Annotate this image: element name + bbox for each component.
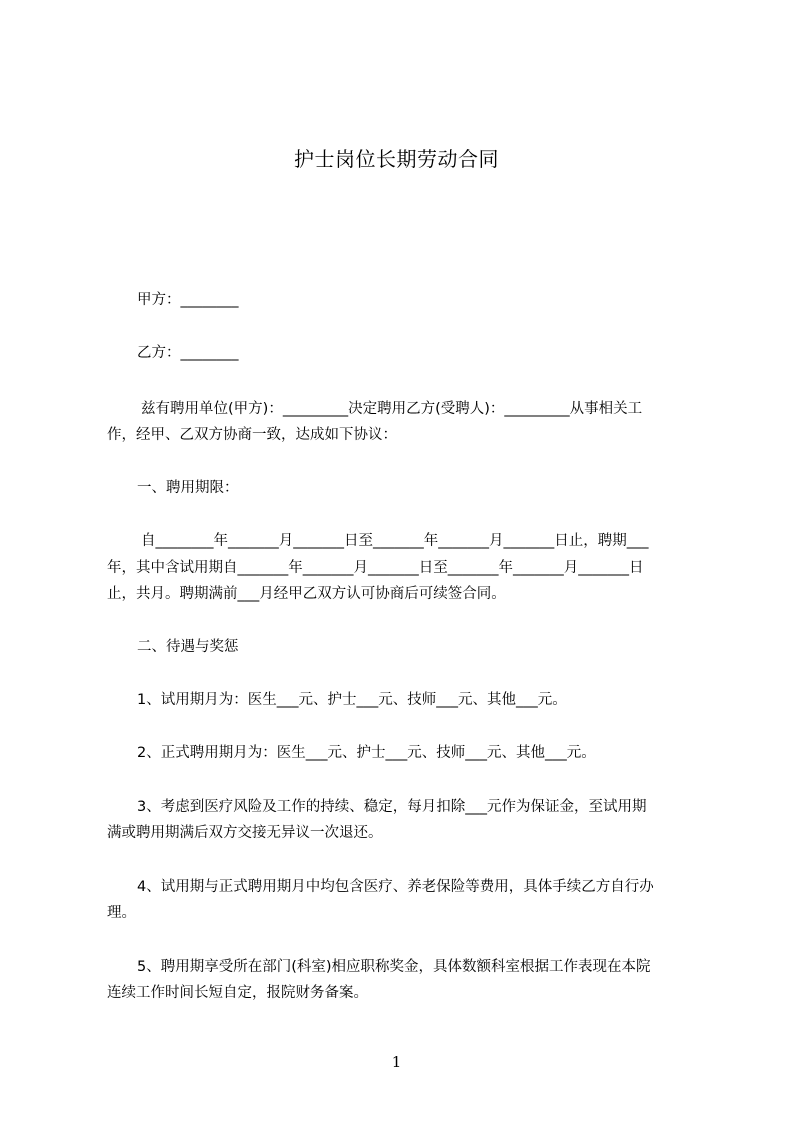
page-number: 1 xyxy=(391,1053,402,1071)
item-4-line-2: 理。 xyxy=(107,905,136,921)
intro-line-2: 作，经甲、乙双方协商一致，达成如下协议： xyxy=(107,427,397,443)
item-5-line-1: 5、聘用期享受所在部门(科室)相应职称奖金，具体数额科室根据工作表现在本院 xyxy=(137,959,651,975)
item-2: 2、正式聘用期月为：医生___元、护士___元、技师___元、其他___元。 xyxy=(137,745,596,761)
document-title: 护士岗位长期劳动合同 xyxy=(294,147,499,171)
item-3-line-1: 3、考虑到医疗风险及工作的持续、稳定，每月扣除___元作为保证金，至试用期 xyxy=(137,799,647,815)
term-line-2: 年，其中含试用期自_______年_______月_______日至_______年_______月_______日 xyxy=(107,560,644,576)
item-3-line-2: 满或聘用期满后双方交接无异议一次退还。 xyxy=(107,825,383,841)
intro-line-1: 兹有聘用单位(甲方)：_________决定聘用乙方(受聘人)：_________从事相关工 xyxy=(141,401,643,417)
term-line-1: 自________年_______月_______日至_______年_______月_______日止，聘期___ xyxy=(141,533,649,549)
party-b-line: 乙方：________ xyxy=(137,345,239,361)
item-1: 1、试用期月为：医生___元、护士___元、技师___元、其他___元。 xyxy=(137,692,567,708)
party-a-line: 甲方：________ xyxy=(137,292,239,308)
section-1-heading: 一、聘用期限： xyxy=(137,480,239,496)
item-5-line-2: 连续工作时间长短自定，报院财务备案。 xyxy=(107,985,368,1001)
term-line-3: 止，共月。聘期满前___月经甲乙双方认可协商后可续签合同。 xyxy=(107,586,506,602)
section-2-heading: 二、待遇与奖惩 xyxy=(137,639,239,655)
item-4-line-1: 4、试用期与正式聘用期月中均包含医疗、养老保险等费用，具体手续乙方自行办 xyxy=(137,879,654,895)
